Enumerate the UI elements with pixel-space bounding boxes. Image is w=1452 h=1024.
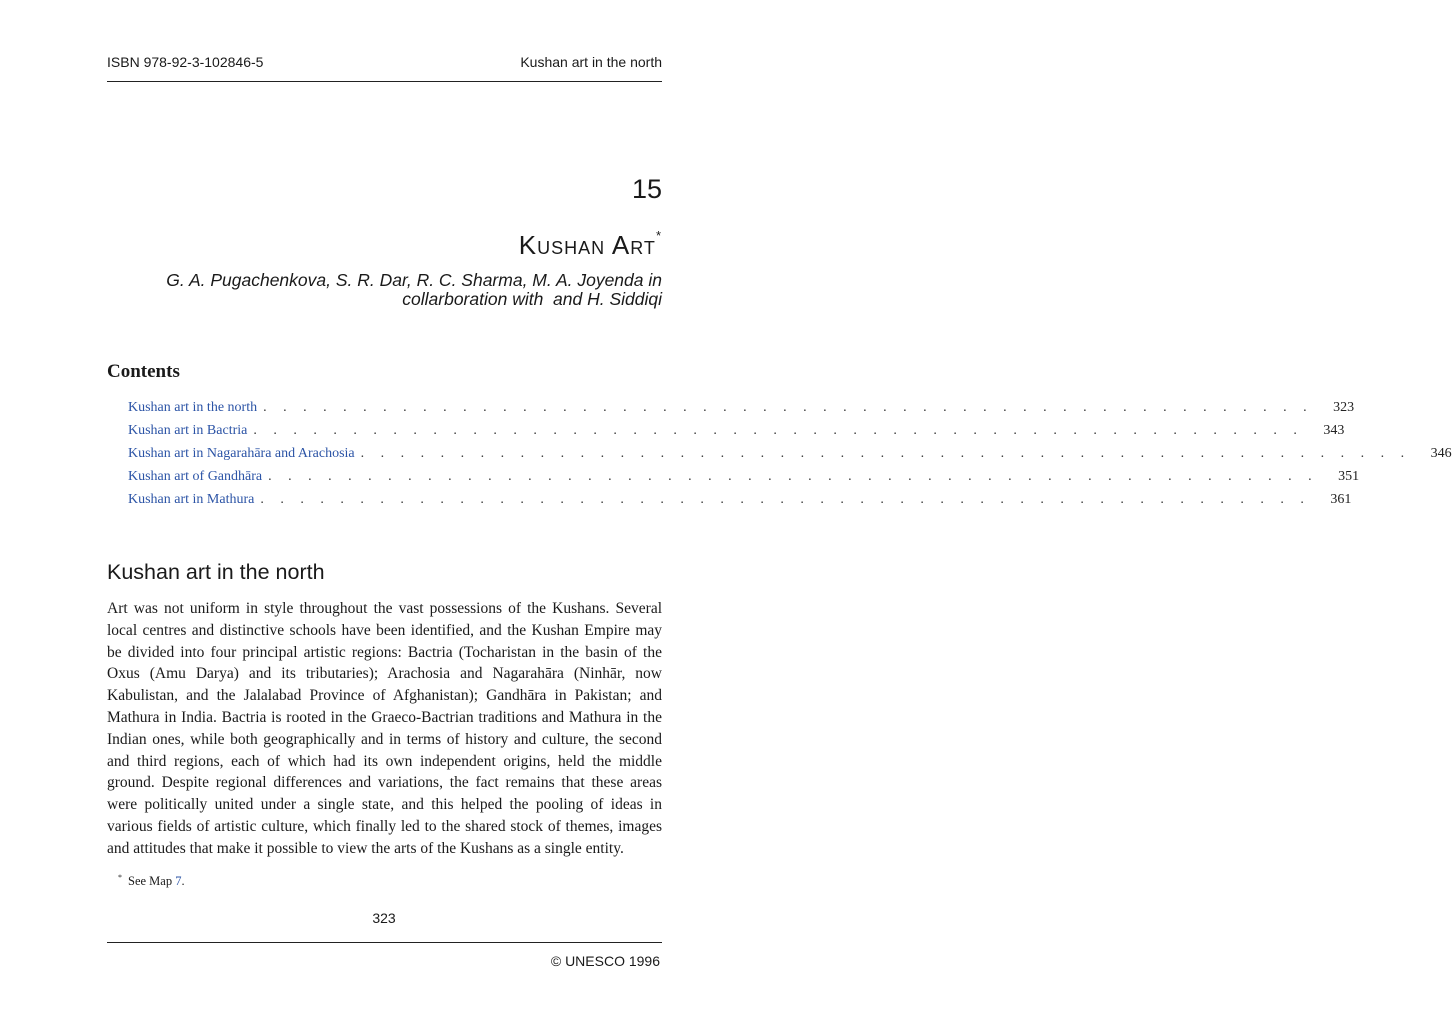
toc-item-link[interactable]: Kushan art in Mathura	[128, 492, 260, 508]
toc-item[interactable]	[128, 419, 1345, 442]
toc-item-link[interactable]: Kushan art in Bactria	[128, 423, 253, 439]
toc-item-page: 343	[1323, 422, 1345, 438]
section-heading: Kushan art in the north	[107, 560, 325, 584]
footnote-mark: *	[118, 873, 122, 882]
toc-item-link[interactable]: Kushan art in Nagarahāra and Arachosia	[128, 446, 361, 462]
toc-item[interactable]	[128, 396, 1355, 419]
toc-leader-dots: . . . . . . . . . . . . . . . . . . . . . . . . . . . . . . . . . . . . . . . . . . . . . . . . . . . . .	[260, 491, 1311, 507]
running-section-title: Kushan art in the north	[520, 54, 662, 70]
toc-item-page: 361	[1330, 491, 1352, 507]
chapter-title-footnote-mark: *	[655, 228, 662, 244]
footnote-text: See Map	[128, 874, 176, 889]
chapter-number: 15	[631, 174, 662, 204]
toc-item[interactable]	[128, 488, 1352, 511]
footnote-end: .	[181, 874, 185, 889]
toc-leader-dots: . . . . . . . . . . . . . . . . . . . . . . . . . . . . . . . . . . . . . . . . . . . . . . . . . . . . .	[360, 445, 1411, 461]
toc-item-page: 351	[1338, 468, 1360, 484]
authors-line-2: collarboration with and H. Siddiqi	[402, 289, 662, 309]
chapter-title-text: Kushan Art	[518, 230, 656, 260]
map-link[interactable]: 7	[175, 874, 182, 889]
toc-item[interactable]	[128, 442, 1452, 465]
contents-heading: Contents	[107, 361, 180, 382]
toc-leader-dots: . . . . . . . . . . . . . . . . . . . . . . . . . . . . . . . . . . . . . . . . . . . . . . . . . . . . .	[263, 399, 1314, 415]
authors-line-1: G. A. Pugachenkova, S. R. Dar, R. C. Sharma, M. A. Joyenda in	[166, 270, 662, 290]
page-number: 323	[372, 910, 396, 926]
chapter-authors	[102, 271, 662, 309]
chapter-title	[519, 230, 662, 261]
body-paragraph: Art was not uniform in style throughout the vast possessions of the Kushans. Several local centres and distinctive schools have been identified, and the Kushan Empire may be divided into four principal artistic regions: Bactria (Tocharistan in the basin of the Oxus (Amu Darya) and its tributaries); Arachosia and Nagarahāra (Ninhār, now Kabulistan, and the Jalalabad Province of Afghanistan); Gandhāra in Pakistan; and Mathura in India. Bactria is rooted in the Graeco-Bactrian traditions and Mathura in the Indian ones, while both geographically and in terms of history and culture, the second and third regions, each of which had its own independent origins, held the middle ground. Despite regional differences and variations, the fact remains that these areas were politically united under a single state, and this helped the pooling of ideas in various fields of artistic culture, which finally led to the shared stock of themes, images and attitudes that make it possible to view the arts of the Kushans as a single entity.	[107, 600, 662, 857]
toc-item-link[interactable]: Kushan art of Gandhāra	[128, 469, 268, 485]
toc-leader-dots: . . . . . . . . . . . . . . . . . . . . . . . . . . . . . . . . . . . . . . . . . . . . . . . . . . . . .	[253, 422, 1304, 438]
isbn-text: ISBN 978-92-3-102846-5	[107, 54, 264, 70]
toc-item-link[interactable]: Kushan art in the north	[128, 400, 263, 416]
toc-item-page: 346	[1430, 445, 1452, 461]
table-of-contents	[128, 396, 1452, 511]
toc-item[interactable]	[128, 465, 1360, 488]
toc-leader-dots: . . . . . . . . . . . . . . . . . . . . . . . . . . . . . . . . . . . . . . . . . . . . . . . . . . . . .	[268, 468, 1319, 484]
footnote	[118, 873, 185, 889]
copyright-notice: © UNESCO 1996	[550, 953, 660, 969]
running-header	[107, 52, 662, 82]
toc-item-page: 323	[1333, 399, 1355, 415]
footer-divider	[107, 942, 662, 943]
